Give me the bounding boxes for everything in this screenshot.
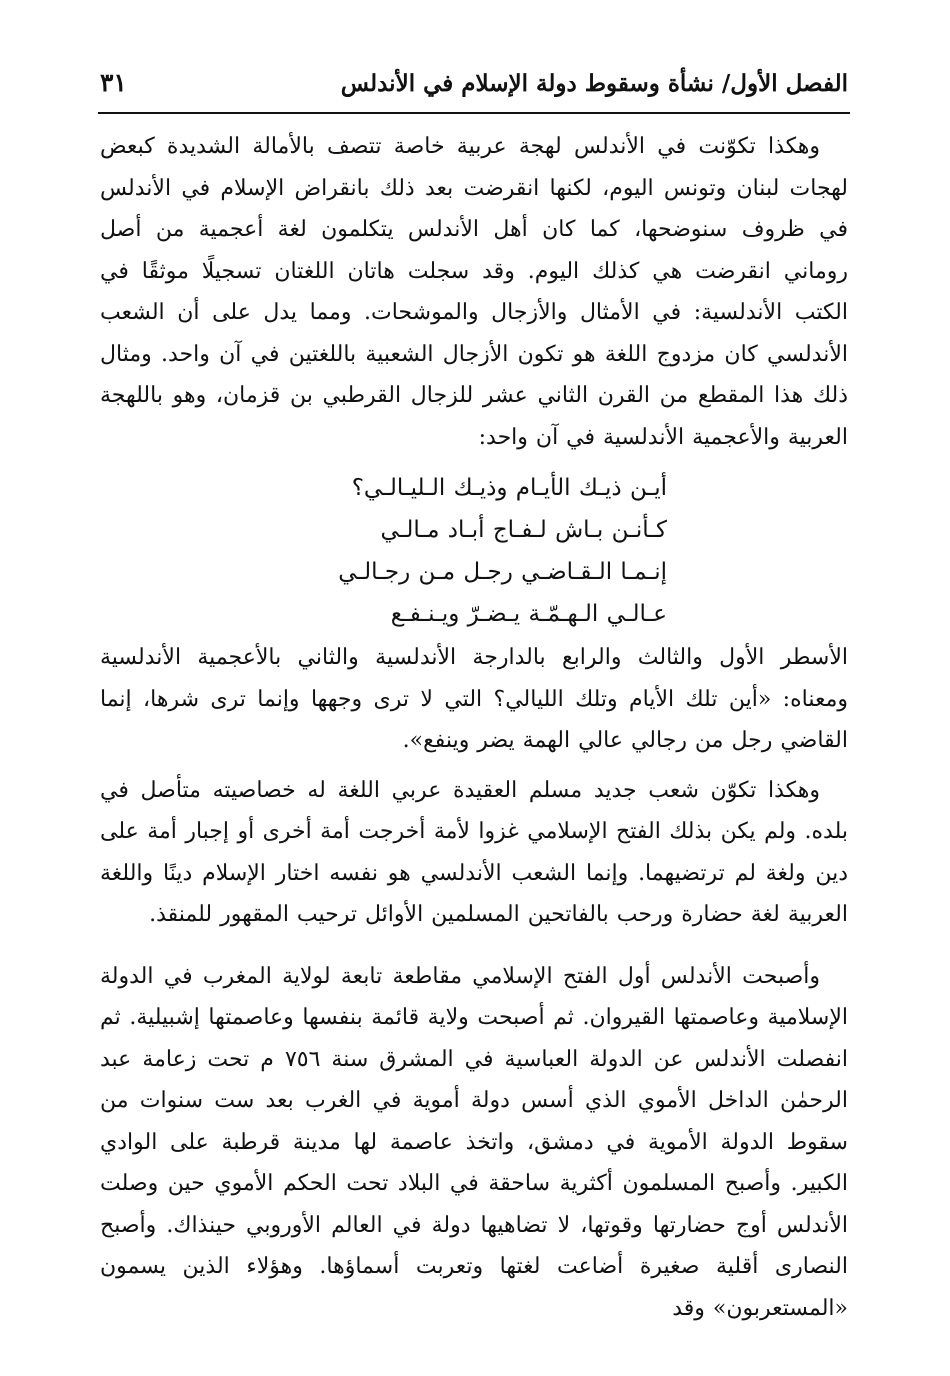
poem-line-3: إنـمـا الـقـاضـي رجـل مـن رجـالـي <box>338 559 667 585</box>
poem-line-4: عـالـي الـهـمّـة يـضـرّ ويـنـفـع <box>390 601 667 627</box>
page-header <box>98 62 850 114</box>
page-body <box>100 126 848 1329</box>
header-divider <box>98 112 850 114</box>
paragraph-2: الأسطر الأول والثالث والرابع بالدارجة الأندلسية والثاني بالأعجمية الأندلسية ومعناه: «أين تلك الأيام وتلك الليالي؟ التي لا ترى وجهها وإنما ترى شرها، إنما القاضي رجل من رجالي عالي الهمة يضر وينفع». <box>100 645 848 753</box>
poem-line-2: كـأنـن بـاش لـفـاج أبـاد مـالـي <box>380 517 667 543</box>
poem-block <box>100 467 848 635</box>
paragraph-4: وأصبحت الأندلس أول الفتح الإسلامي مقاطعة تابعة لولاية المغرب في الدولة الإسلامية وعاصمتها القيروان. ثم أصبحت ولاية قائمة بنفسها وعاصمتها إشبيلية. ثم انفصلت الأندلس عن الدولة العباسية في المشرق سنة ٧٥٦ م تحت زعامة عبد الرحمٰن الداخل الأموي الذي أسس دولة أموية في الغرب بعد ست سنوات من سقوط الدولة الأموية في دمشق، واتخذ عاصمة لها مدينة قرطبة على الوادي الكبير. وأصبح المسلمون أكثرية ساحقة في البلاد تحت الحكم الأموي حين وصلت الأندلس أوج حضارتها وقوتها، لا تضاهيها دولة في العالم الأوروبي حينذاك. وأصبح النصارى أقلية صغيرة أضاعت لغتها وتعربت أسماؤها. وهؤلاء الذين يسمون «المستعربون» وقد <box>100 963 848 1321</box>
paragraph-3: وهكذا تكوّن شعب جديد مسلم العقيدة عربي اللغة له خصاصيته متأصل في بلده. ولم يكن بذلك الفتح الإسلامي غزوا لأمة أخرجت أمة أخرى أو إجبار أمة على دين ولغة لم ترتضيهما. وإنما الشعب الأندلسي هو نفسه اختار الإسلام دينًا واللغة العربية لغة حضارة ورحب بالفاتحين المسلمين الأوائل ترحيب المقهور للمنقذ. <box>100 777 848 927</box>
paragraph-spacing <box>100 762 848 770</box>
page-number: ٣١ <box>100 68 127 97</box>
poem-line-1: أيـن ذيـك الأيـام وذيـك الـليـالـي؟ <box>351 475 667 501</box>
paragraph-spacing <box>100 936 848 949</box>
paragraph-1: وهكذا تكوّنت في الأندلس لهجة عربية خاصة تتصف بالأمالة الشديدة كبعض لهجات لبنان وتونس اليوم، لكنها انقرضت بعد ذلك بانقراض الإسلام في الأندلس في ظروف سنوضحها، كما كان أهل الأندلس يتكلمون لغة أعجمية من أصل روماني انقرضت هي كذلك اليوم. وقد سجلت هاتان اللغتان تسجيلًا موثقًا في الكتب الأندلسية: في الأمثال والأزجال والموشحات. ومما يدل على أن الشعب الأندلسي كان مزدوج اللغة هو تكون الأزجال الشعبية باللغتين في آن واحد. ومثال ذلك هذا المقطع من القرن الثاني عشر للزجال القرطبي بن قزمان، وهو باللهجة العربية والأعجمية الأندلسية في آن واحد: <box>100 134 848 450</box>
chapter-title: الفصل الأول/ نشأة وسقوط دولة الإسلام في الأندلس <box>340 70 848 97</box>
